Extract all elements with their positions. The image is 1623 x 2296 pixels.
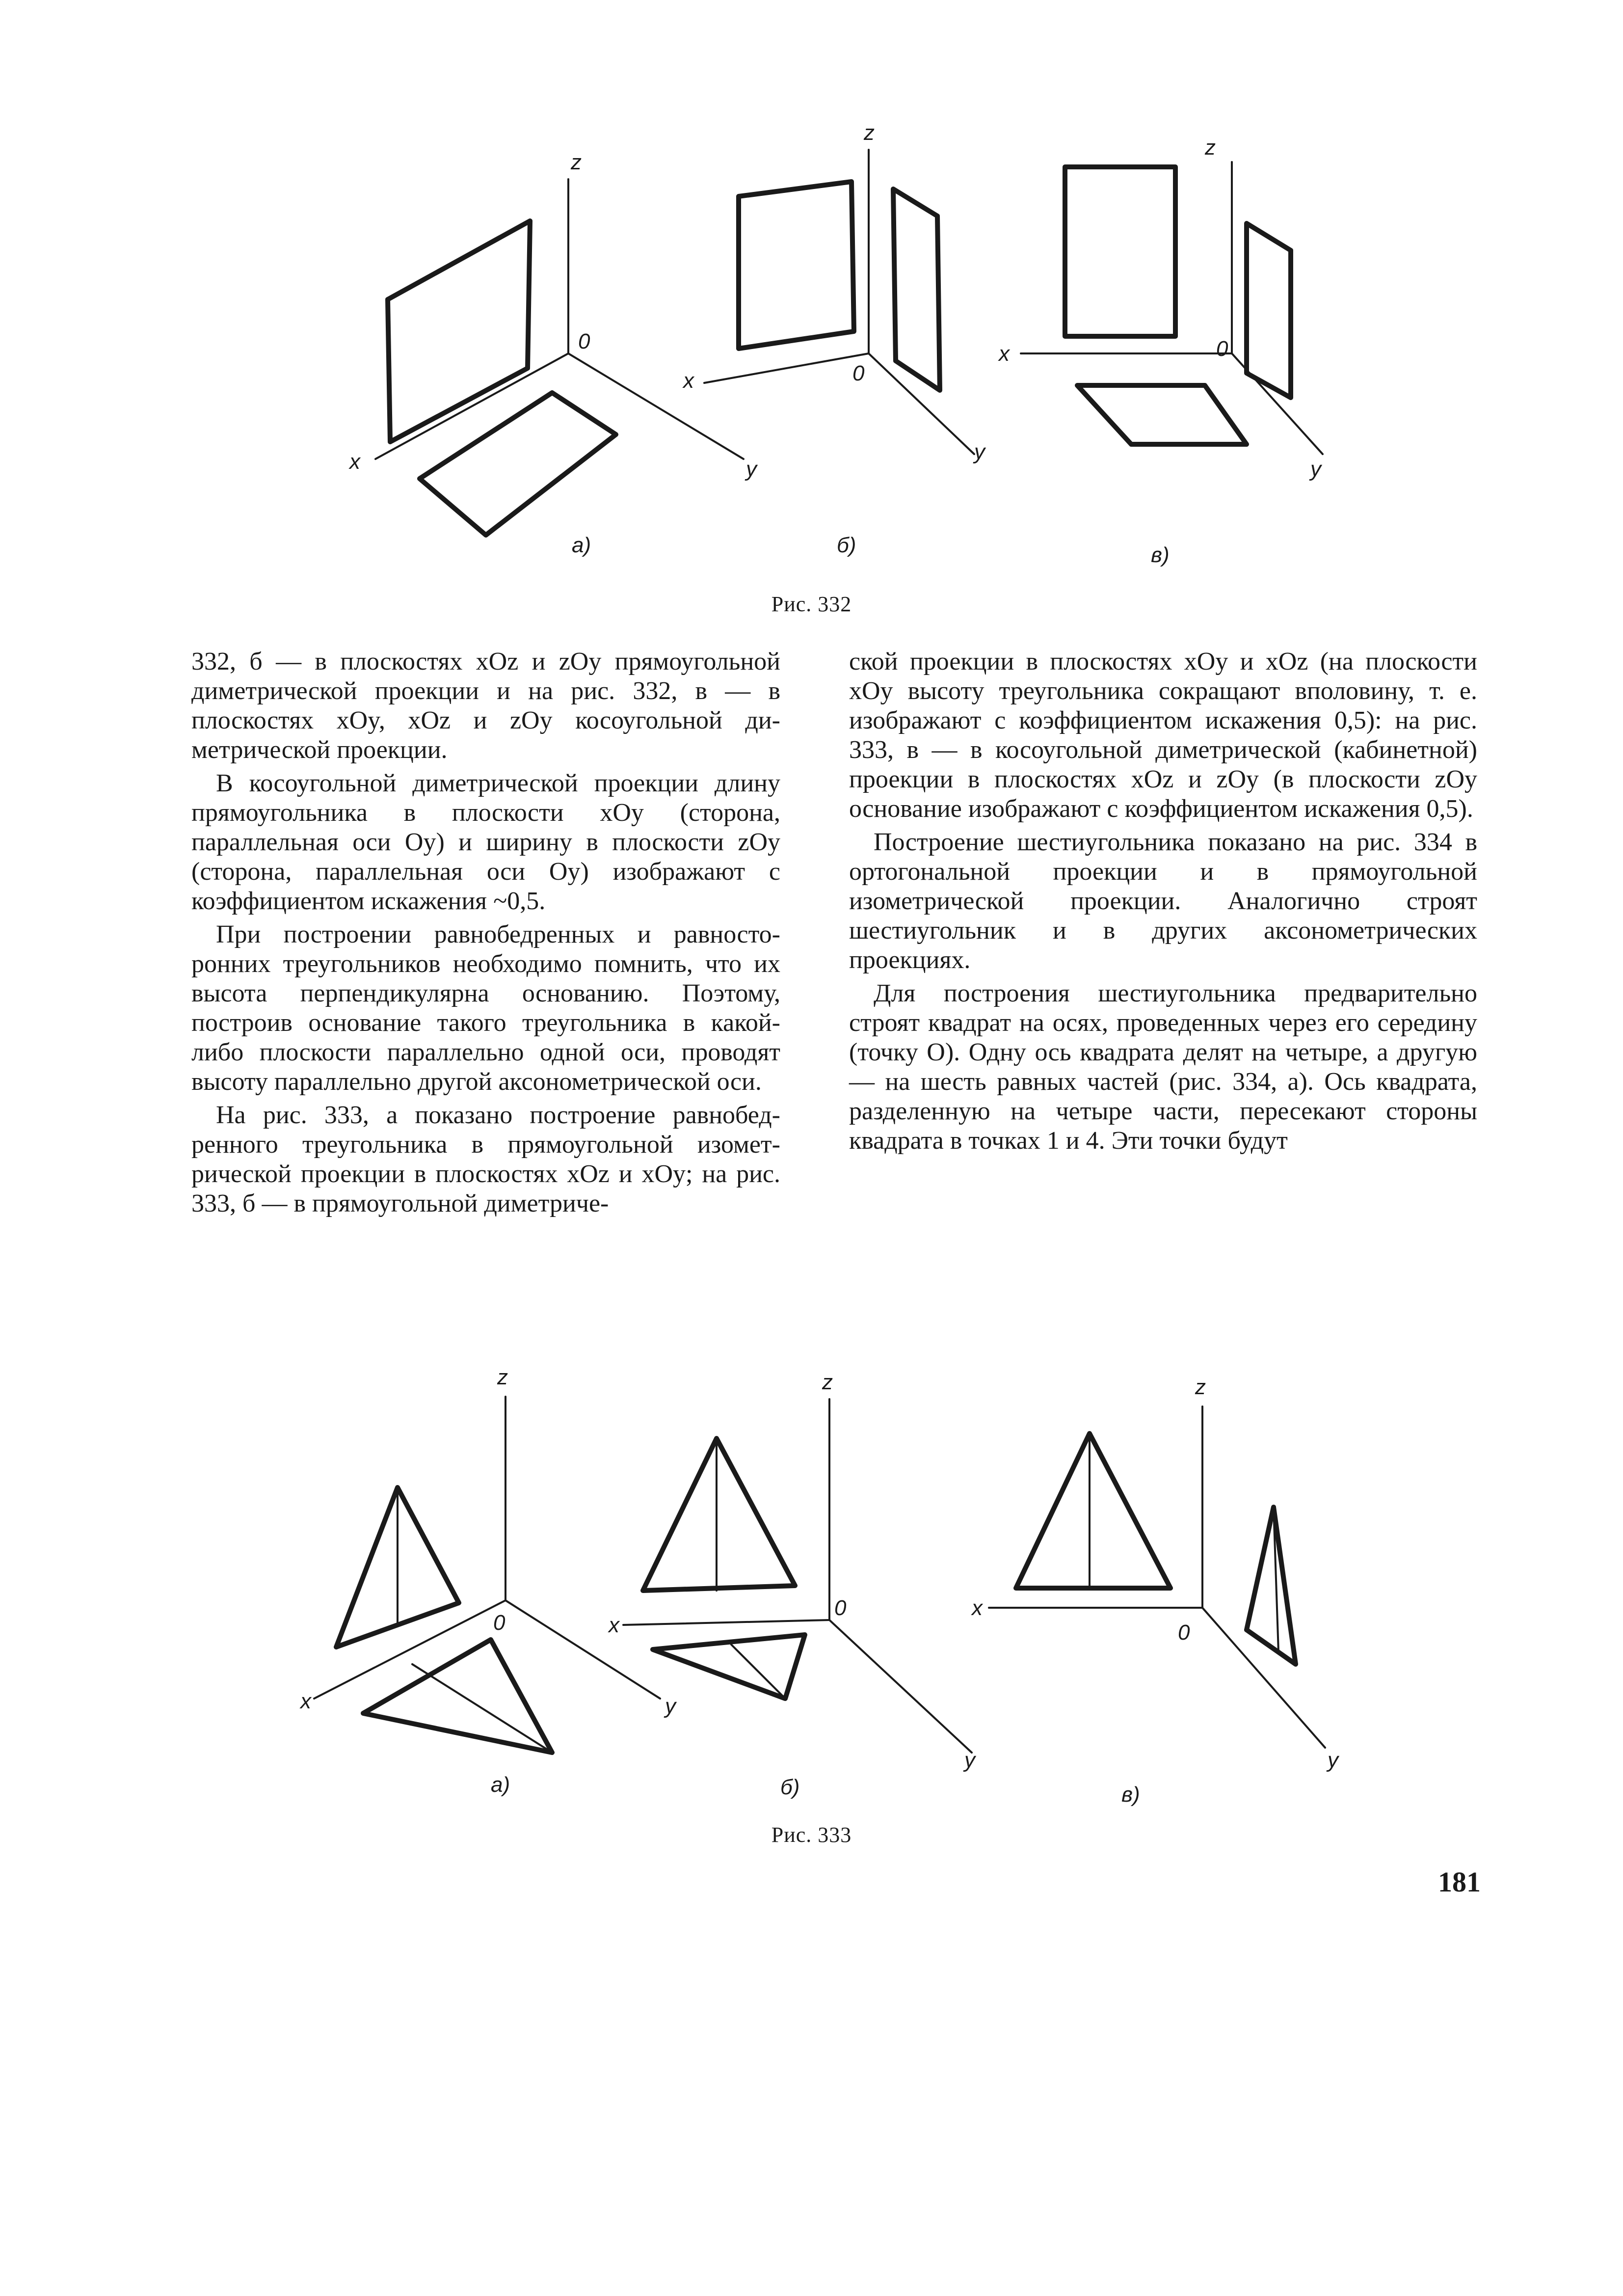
panel-332a-x-label: x	[349, 450, 360, 474]
right-text-column	[849, 647, 1477, 1160]
rectangle-xOy	[1077, 385, 1247, 444]
y-axis	[1202, 1608, 1325, 1748]
panel-332a-shapes	[388, 221, 616, 535]
panel-333b-x-label: x	[609, 1613, 619, 1637]
panel-333a-axes	[314, 1397, 660, 1699]
panel-332a-z-label: z	[571, 150, 582, 174]
figure-333-drawing	[0, 1325, 1623, 1865]
panel-332a-label: а)	[572, 533, 591, 557]
paragraph: В косоугольной диметрической проекции длину прямоугольника в плоскости xOy (сторона, параллельная оси Oy) и ширину в плоскости zOy (сторона, параллельная оси Oy) изображают с коэффициентом искажения ~0,5.	[191, 769, 780, 915]
paragraph: ской проекции в плоскостях xOy и xOz (на плоскости xOy высоту треугольника сокращают вполовину, т. е. изображают с коэффициентом искажения 0,5): на рис. 333, в — в косоугольной диметрической (кабинетной) проекции в плоскостях xOz и zOy (в плоскости zOy основание изображают с коэффициентом искажения 0,5).	[849, 648, 1477, 823]
panel-332b-y-label: y	[974, 440, 985, 464]
panel-333c-axes	[989, 1406, 1325, 1748]
y-axis	[506, 1600, 660, 1699]
rectangle-xOy	[420, 393, 616, 535]
figure-332-caption: Рис. 332	[771, 592, 852, 616]
panel-333b-origin-label: 0	[834, 1596, 847, 1620]
panel-332b-x-label: x	[683, 369, 694, 393]
panel-333c-shapes	[1016, 1433, 1296, 1664]
panel-333b-heights	[717, 1438, 785, 1699]
panel-332a-axes	[375, 179, 744, 459]
paragraph: Для построения шестиугольника предварительно строят квадрат на осях, проведенных через его середину (точку O). Одну ось квадрата делят на четыре, а другую — на шесть равных частей (рис. 334, а). Ось квадрата, разделенную на четыре части, пересекают стороны квадрата в точках 1 и 4. Эти точки будут	[849, 979, 1477, 1155]
panel-333c-label: в)	[1121, 1783, 1140, 1807]
panel-333b-z-label: z	[822, 1370, 833, 1394]
panel-333b-label: б)	[780, 1775, 800, 1799]
y-axis	[568, 353, 744, 459]
panel-332c-origin-label: 0	[1216, 337, 1228, 361]
panel-332b-origin-label: 0	[852, 361, 865, 385]
paragraph: Построение шестиугольника показано на рис. 334 в ортогональной проекции и в прямоугольной изометрической проекции. Аналогично строят шестиугольник и в других аксонометрических проекциях.	[849, 828, 1477, 974]
panel-332b-z-label: z	[864, 121, 875, 145]
rectangle-zOy	[893, 189, 940, 390]
figure-333-caption: Рис. 333	[771, 1823, 852, 1847]
panel-333a-z-label: z	[497, 1365, 508, 1389]
y-axis	[829, 1620, 972, 1753]
y-axis	[869, 353, 974, 454]
panel-333c-origin-label: 0	[1178, 1621, 1190, 1645]
panel-333b-y-label: y	[964, 1748, 975, 1772]
panel-333a-shapes	[336, 1487, 552, 1753]
x-axis	[704, 353, 869, 383]
triangle-zOy	[1247, 1507, 1296, 1664]
triangle-xOy	[653, 1635, 805, 1699]
panel-332c-y-label: y	[1310, 457, 1321, 481]
rectangle-xOz	[739, 182, 854, 349]
panel-332c-z-label: z	[1205, 135, 1216, 160]
triangle-xOz	[1016, 1433, 1171, 1588]
panel-332b-label: б)	[837, 533, 856, 557]
panel-333c-x-label: x	[972, 1596, 983, 1620]
panel-332c-x-label: x	[999, 342, 1010, 366]
page-number: 181	[1438, 1866, 1481, 1898]
panel-333a-x-label: x	[300, 1689, 311, 1713]
figure-333	[0, 1325, 1623, 1865]
panel-333a-y-label: y	[665, 1694, 676, 1718]
panel-332c-shapes	[1065, 167, 1291, 444]
triangle-xOz	[643, 1438, 795, 1591]
panel-333b-shapes	[643, 1438, 805, 1699]
panel-332a-origin-label: 0	[578, 329, 590, 353]
left-text-column	[191, 647, 780, 1222]
panel-333a-origin-label: 0	[493, 1611, 506, 1635]
paragraph: При построении равнобедренных и равносторонних треугольников необходимо помнить, что их высота перпендикулярна основанию. Поэтому, построив основание такого треугольника в какой-либо плоскости параллельно одной оси, проводят высоту параллельно другой аксонометрической оси.	[191, 920, 780, 1096]
panel-333c-y-label: y	[1328, 1748, 1338, 1772]
panel-332a-y-label: y	[746, 457, 757, 481]
figure-332	[0, 0, 1623, 638]
rectangle-xOz	[388, 221, 530, 442]
x-axis	[623, 1620, 829, 1625]
paragraph: 332, б — в плоскостях xOz и zOy прямоугольной диметрической проекции и на рис. 332, в — в плоскостях xOy, xOz и zOy косоугольной диметрической проекции.	[191, 648, 780, 764]
figure-332-drawing	[0, 0, 1623, 638]
panel-332c-label: в)	[1151, 543, 1170, 567]
rectangle-zOy	[1247, 223, 1291, 398]
panel-333c-z-label: z	[1195, 1375, 1206, 1399]
paragraph: На рис. 333, а показано построение равнобедренного треугольника в прямоугольной изометрической проекции в плоскостях xOz и xOy; на рис. 333, б — в прямоугольной диметриче-	[191, 1101, 780, 1217]
panel-333a-label: а)	[491, 1773, 510, 1797]
rectangle-xOz	[1065, 167, 1175, 336]
